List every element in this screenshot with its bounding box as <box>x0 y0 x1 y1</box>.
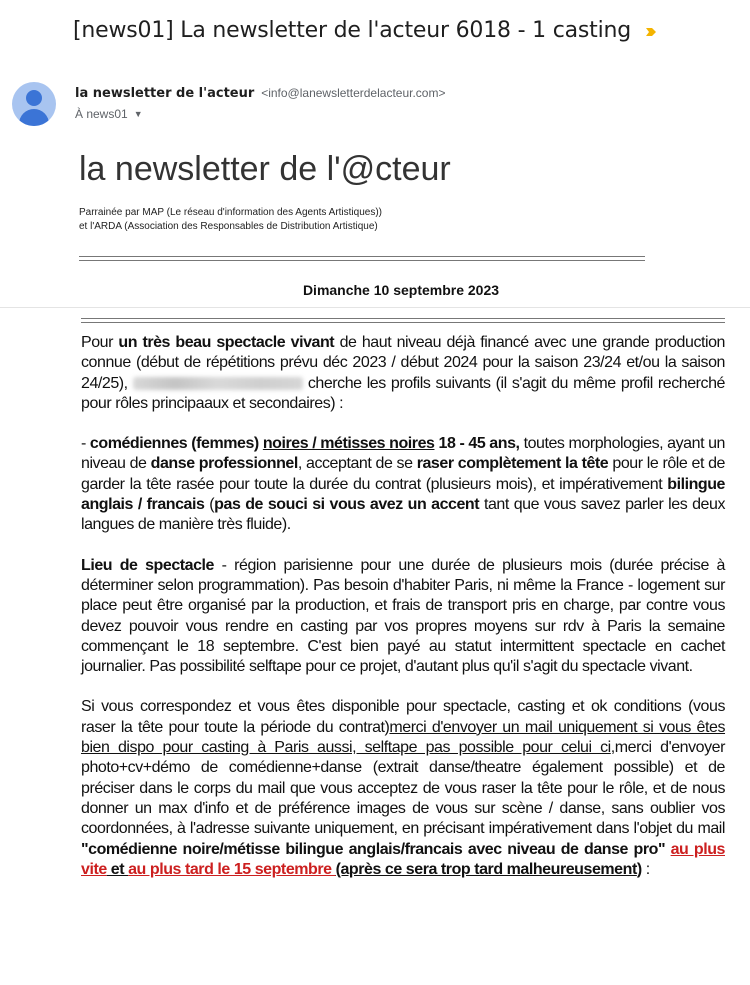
bold-underlined-text: et <box>106 860 129 878</box>
person-avatar-icon[interactable] <box>12 82 56 126</box>
paragraph-profile <box>81 434 725 535</box>
paragraph-location <box>81 556 725 678</box>
newsletter-sponsors <box>79 206 382 234</box>
sender-name[interactable]: la newsletter de l'acteur <box>75 86 255 101</box>
divider-top <box>79 256 645 261</box>
divider-bottom <box>81 318 725 323</box>
text: Si vous correspondez et vous êtes disponible pour spectacle, casting et ok conditions (vous raser la tête pour toute la période du contrat) <box>81 698 725 736</box>
text: toutes morphologies, ayant un niveau de <box>81 435 726 473</box>
paragraph-intro <box>81 333 725 414</box>
recipient-details-toggle[interactable] <box>75 107 143 121</box>
bold-text: 18 - 45 ans, <box>434 435 520 453</box>
bold-text: "comédienne noire/métisse bilingue anglais/francais avec niveau de danse pro" <box>81 840 671 858</box>
text: ,merci d'envoyer photo+cv+démo de comédienne+danse (extrait danse/theatre également possible) et de préciser dans le corps du mail que vous acceptez de vous raser la tête pour le rôle, et de nous donner un max d'info et de préférence images de vous sur scène / danse, sans oublier vos coordonnées, à l'adresse suivante uniquement, en précisant impérativement dans l'objet du mail <box>81 739 725 838</box>
sender-line <box>75 84 445 101</box>
newsletter-title: la newsletter de l'@cteur <box>79 150 451 188</box>
sponsor-line-2: et l'ARDA (Association des Responsables de Distribution Artistique) <box>79 221 378 232</box>
bold-text: un très beau spectacle vivant <box>118 334 335 351</box>
text: pour le rôle et de garder la tête rasée pour toute la durée du contrat (plusieurs mois), et impérativement <box>81 455 725 493</box>
sender-email: <info@lanewsletterdelacteur.com> <box>261 86 446 100</box>
text: , acceptant de se <box>297 455 417 473</box>
recipient-label: À news01 <box>75 107 128 121</box>
bold-text: Lieu de spectacle <box>81 556 214 574</box>
bold-text: bilingue anglais / francais <box>81 475 725 514</box>
bold-text: pas de souci si vous avez un accent <box>214 496 480 514</box>
bold-underlined-text: (après ce sera trop tard malheureusement <box>335 860 637 878</box>
text: de haut niveau déjà financé avec une grande production connue (début de répétitions prévu déc 2023 / début 2024 pour la saison 23/24 et/ou la saison 24/25), <box>81 334 725 392</box>
deadline-red-text: au plus vite <box>81 840 725 878</box>
email-subject-row <box>73 18 657 43</box>
newsletter-date <box>0 282 750 298</box>
text: : <box>641 860 650 878</box>
bold-text: ) <box>636 860 642 878</box>
deadline-red-text: au plus tard le 15 septembre <box>128 860 336 878</box>
section-separator <box>0 307 750 308</box>
email-subject: [news01] La newsletter de l'acteur 6018 - 1 casting <box>73 18 631 43</box>
text: - région parisienne pour une durée de plusieurs mois (durée précise à déterminer selon programmation). Pas besoin d'habiter Paris, ni même la France - logement sur place peut être organisé par la production, et frais de transport pris en charge, par contre vous devez pouvoir vous rendre en casting par vos propres moyens sur rdv à Paris la semaine commençant le 18 septembre. C'est bien payé au statut intermittent spectacle en cachet journalier. Pas possibilité selftape pour ce projet, d'autant plus qu'il s'agit du spectacle vivant. <box>81 556 725 676</box>
bold-text: raser complètement la tête <box>416 455 609 473</box>
importance-marker-icon[interactable] <box>645 26 657 38</box>
bold-text: comédiennes (femmes) <box>89 435 263 453</box>
text: Pour <box>81 334 119 351</box>
bold-text: danse professionnel <box>150 455 298 473</box>
text: tant que vous savez parler les deux langues de manière très fluide). <box>81 496 725 534</box>
paragraph-instructions <box>81 697 725 880</box>
casting-announcement <box>81 333 725 900</box>
text: ( <box>204 496 215 514</box>
redacted-name <box>133 377 303 390</box>
text: cherche les profils suivants (il s'agit du même profil recherché pour rôles principaaux et secondaires) : <box>81 374 725 412</box>
text: - <box>81 435 90 453</box>
date-text: Dimanche 10 septembre 2023 <box>302 282 500 298</box>
underlined-text: merci d'envoyer un mail uniquement si vous êtes bien dispo pour casting à Paris aussi, selftape pas possible pour celui ci <box>81 718 726 757</box>
sponsor-line-1: Parrainée par MAP (Le réseau d'information des Agents Artistiques)) <box>79 207 382 218</box>
bold-underlined-text: noires / métisses noires <box>262 435 435 453</box>
caret-down-icon[interactable]: ▼ <box>133 109 143 119</box>
